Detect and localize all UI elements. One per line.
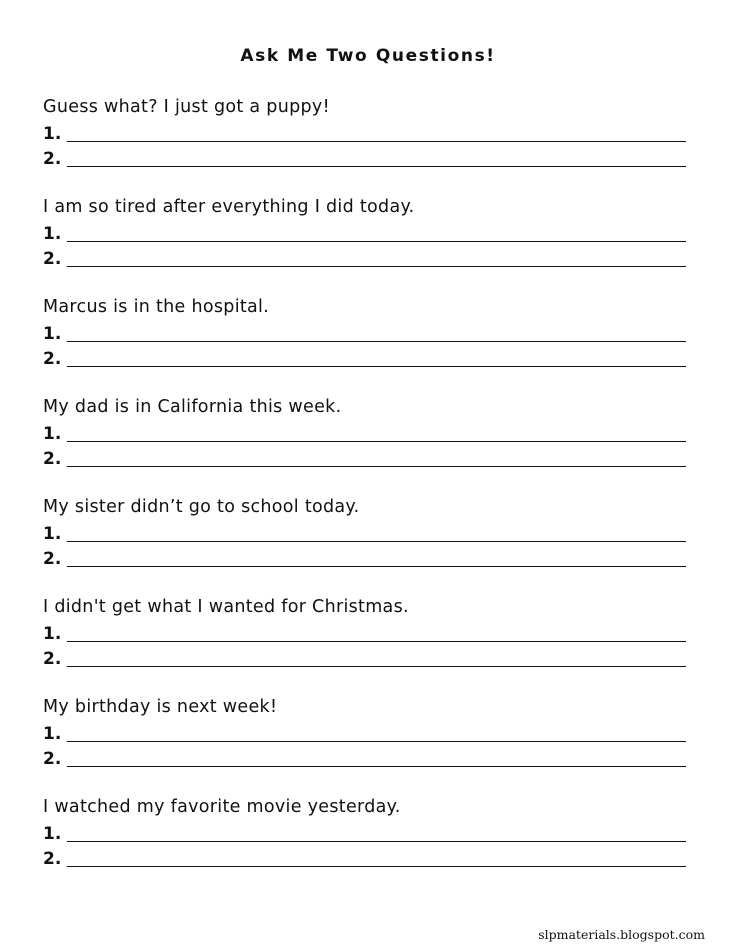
question-section [43,494,686,594]
answer-line[interactable] [43,745,686,770]
question-section [43,694,686,794]
answer-blank[interactable] [67,166,686,167]
line-number: 2. [43,849,62,869]
answer-blank[interactable] [67,866,686,867]
prompt-text: My dad is in California this week. [43,397,342,417]
page-title: Ask Me Two Questions! [240,46,496,66]
line-number: 2. [43,249,62,269]
answer-line[interactable] [43,845,686,870]
line-number: 2. [43,449,62,469]
question-section [43,394,686,494]
answer-line[interactable] [43,145,686,170]
line-number: 2. [43,749,62,769]
answer-blank[interactable] [67,266,686,267]
answer-blank[interactable] [67,566,686,567]
prompt-text: I didn't get what I wanted for Christmas. [43,597,409,617]
answer-blank[interactable] [67,741,686,742]
question-sections [43,94,686,894]
answer-blank[interactable] [67,441,686,442]
question-section [43,94,686,194]
prompt-text: Marcus is in the hospital. [43,297,270,317]
answer-line[interactable] [43,245,686,270]
answer-line[interactable] [43,220,686,245]
answer-blank[interactable] [67,641,686,642]
line-number: 1. [43,424,62,444]
answer-line[interactable] [43,120,686,145]
answer-blank[interactable] [67,841,686,842]
answer-blank[interactable] [67,666,686,667]
answer-blank[interactable] [67,366,686,367]
prompt-text: My birthday is next week! [43,697,278,717]
answer-blank[interactable] [67,541,686,542]
line-number: 1. [43,624,62,644]
line-number: 1. [43,724,62,744]
prompt-text: I watched my favorite movie yesterday. [43,797,401,817]
prompt-text: I am so tired after everything I did today. [43,197,415,217]
line-number: 1. [43,824,62,844]
answer-line[interactable] [43,320,686,345]
line-number: 1. [43,524,62,544]
answer-line[interactable] [43,645,686,670]
line-number: 1. [43,324,62,344]
question-section [43,794,686,894]
answer-blank[interactable] [67,766,686,767]
answer-blank[interactable] [67,341,686,342]
answer-line[interactable] [43,520,686,545]
prompt-text: Guess what? I just got a puppy! [43,97,330,117]
line-number: 2. [43,349,62,369]
answer-blank[interactable] [67,466,686,467]
answer-line[interactable] [43,420,686,445]
answer-line[interactable] [43,445,686,470]
line-number: 2. [43,649,62,669]
line-number: 2. [43,549,62,569]
answer-line[interactable] [43,820,686,845]
question-section [43,294,686,394]
answer-line[interactable] [43,620,686,645]
question-section [43,594,686,694]
line-number: 1. [43,224,62,244]
answer-line[interactable] [43,545,686,570]
question-section [43,194,686,294]
footer-source-url: slpmaterials.blogspot.com [538,927,705,942]
line-number: 1. [43,124,62,144]
answer-line[interactable] [43,345,686,370]
prompt-text: My sister didn’t go to school today. [43,497,360,517]
answer-blank[interactable] [67,141,686,142]
answer-line[interactable] [43,720,686,745]
line-number: 2. [43,149,62,169]
answer-blank[interactable] [67,241,686,242]
